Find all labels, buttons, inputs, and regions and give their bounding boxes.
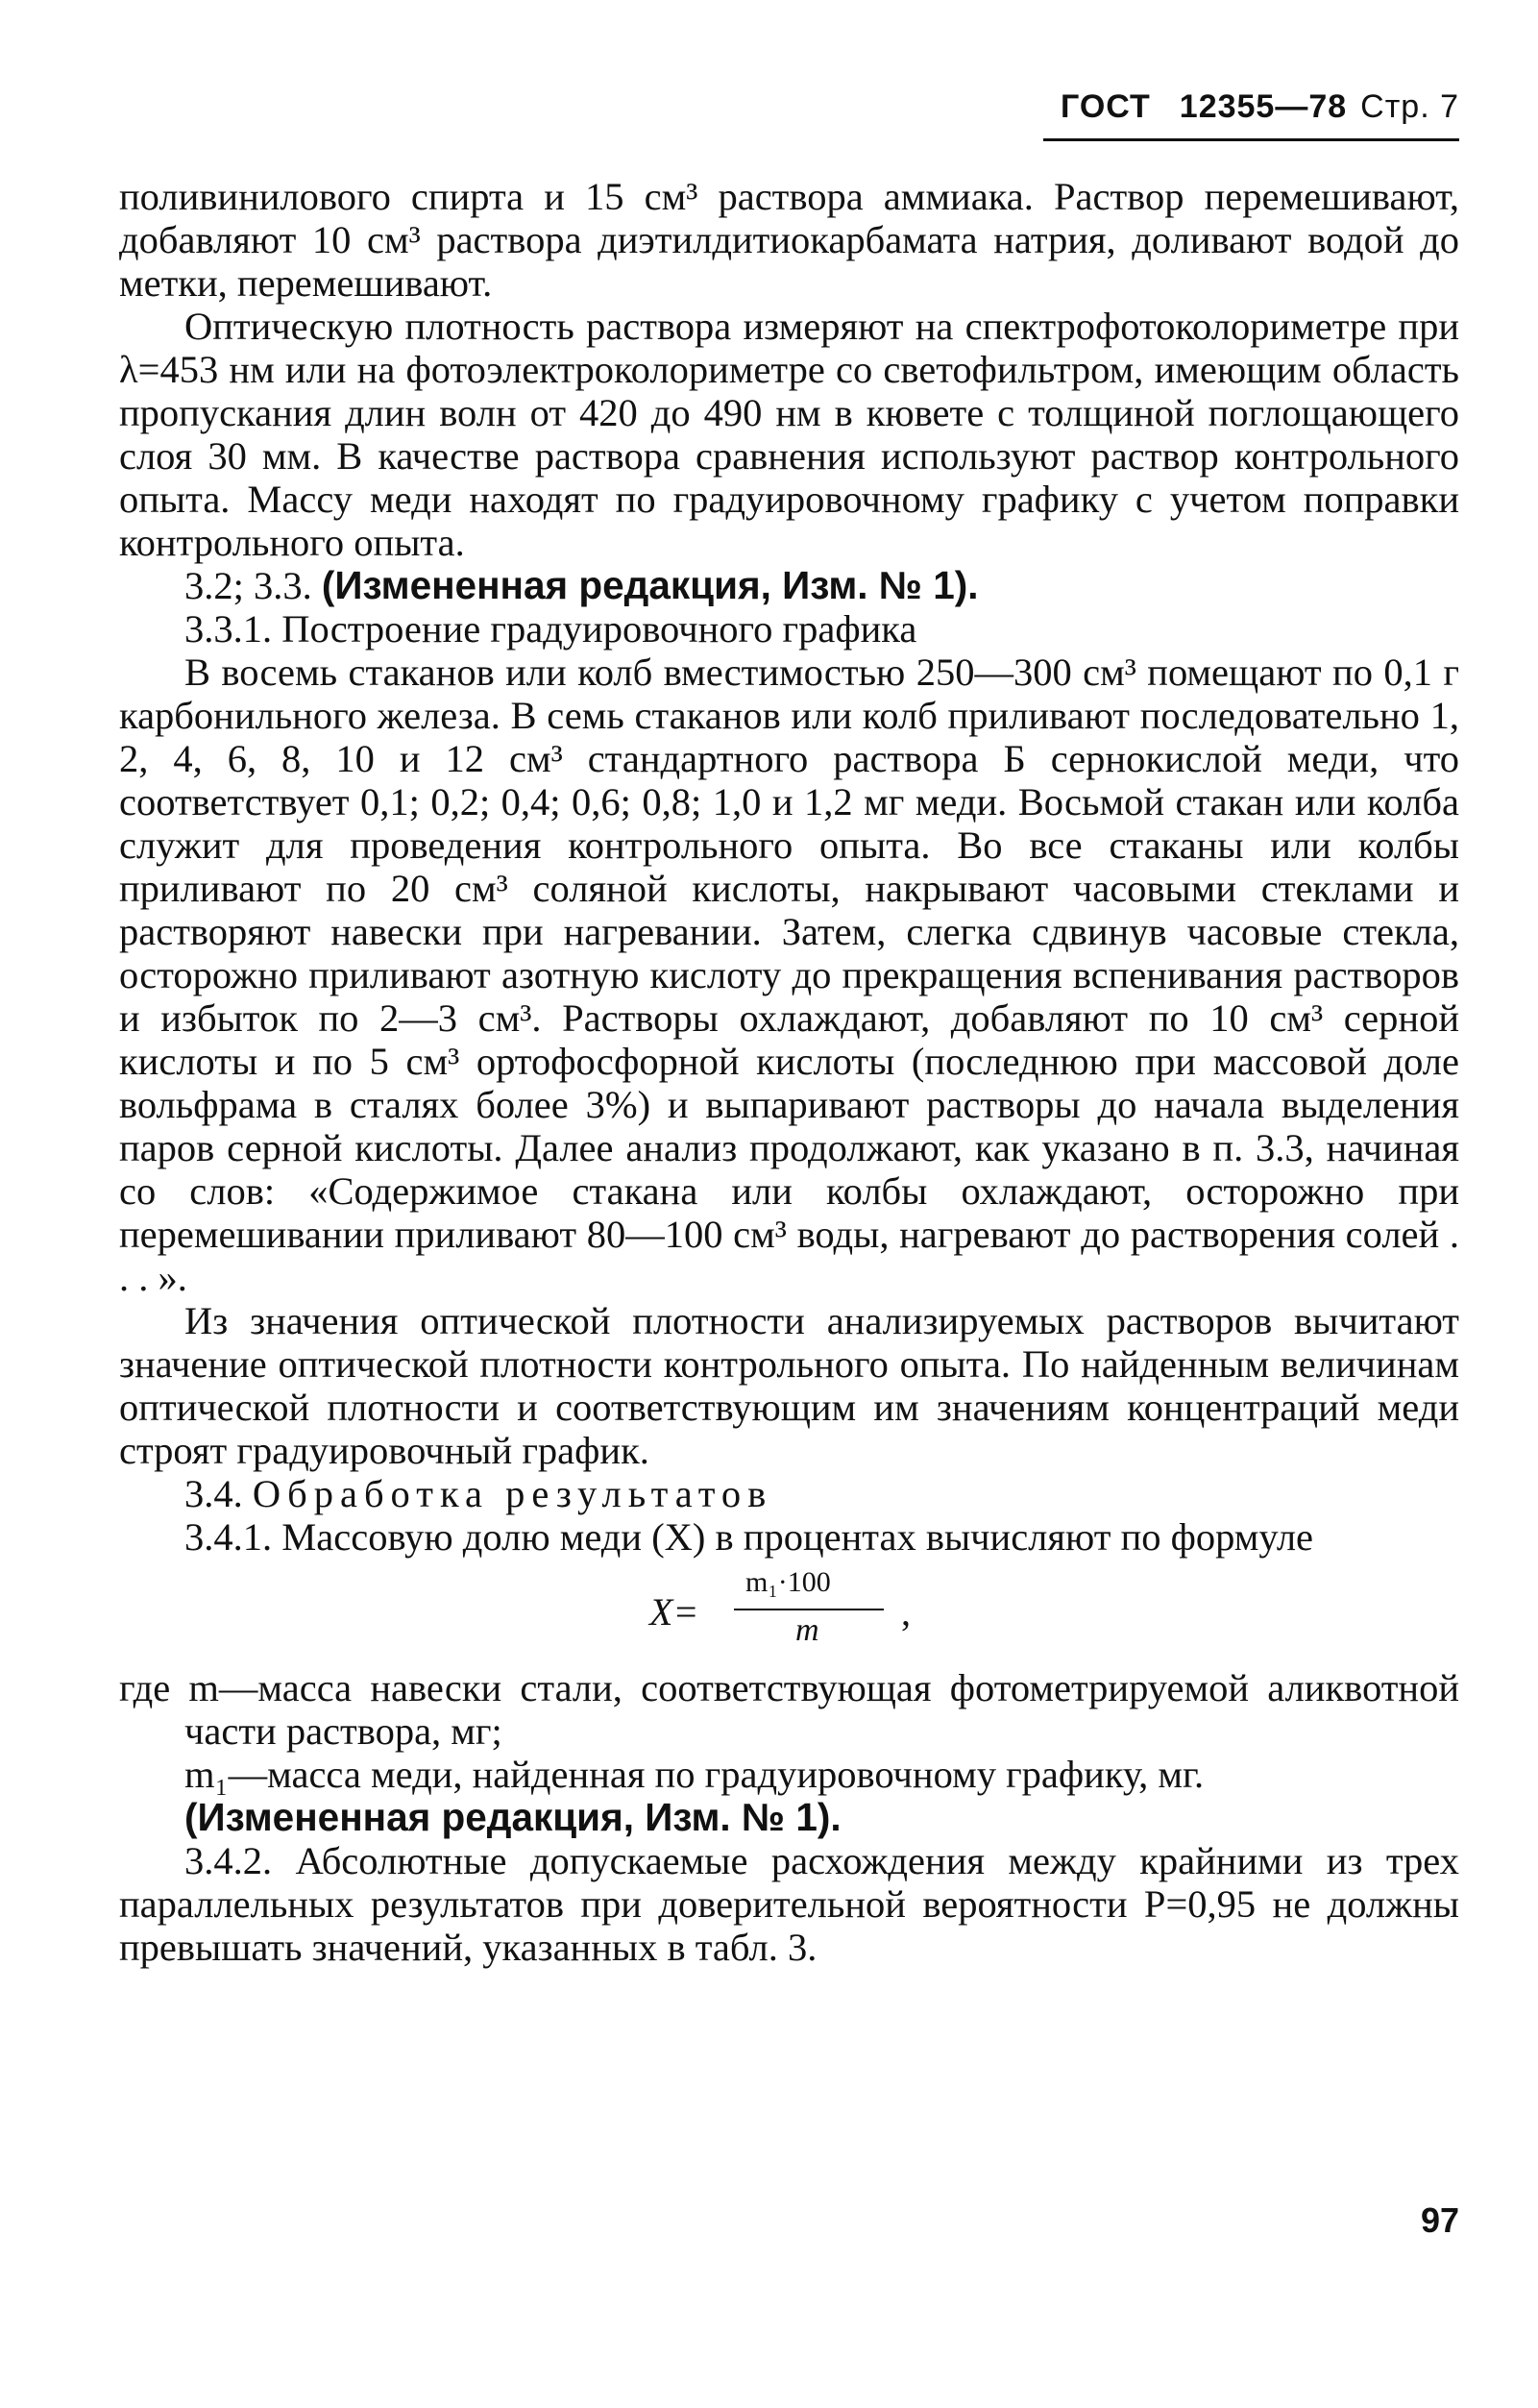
formula-denominator: m — [795, 1612, 819, 1648]
paragraph-subtract: Из значения оптической плотности анализируемых растворов вычитают значение оптической плотности контрольного опыта. По найденным величинам оптической плотности и соответствующим им значениям концентраций меди строят градуировочный график. — [119, 1299, 1459, 1472]
header-rule — [1043, 138, 1459, 141]
amendment-note: (Измененная редакция, Изм. № 1). — [321, 563, 979, 607]
paragraph-3-3-prefix: 3.2; 3.3. — [184, 564, 322, 607]
header-standard-label: ГОСТ — [1061, 88, 1151, 125]
page-number: 97 — [1420, 2200, 1459, 2240]
where-m1-definition: m₁—масса меди, найденная по градуировочному графику, мг. — [184, 1753, 1205, 1796]
paragraph-3-3-1: 3.3.1. Построение градуировочного графика — [184, 607, 917, 651]
section-3-4-heading — [119, 1472, 1459, 1515]
formula-comma: , — [901, 1590, 911, 1634]
formula-lhs: X= — [649, 1590, 699, 1634]
formula-numerator: m₁·100 — [745, 1566, 831, 1598]
formula-fraction-bar — [734, 1609, 884, 1610]
paragraph-continuation: поливинилового спирта и 15 см³ раствора аммиака. Раствор перемешивают, добавляют 10 см³ раствора диэтилдитиокарбамата натрия, доливают водой до метки, перемешивают. — [119, 175, 1459, 305]
where-m-definition: где m—масса навески стали, соответствующая фотометрируемой аликвотной части раствора, мг; — [119, 1666, 1459, 1753]
page-header — [1061, 88, 1459, 126]
section-3-4-title: Обработка результатов — [252, 1472, 773, 1515]
section-3-4-number: 3.4. — [184, 1472, 253, 1515]
paragraph-3-3 — [119, 564, 1459, 607]
header-standard-number: 12355—78 — [1179, 88, 1348, 125]
paragraph-calibration: В восемь стаканов или колб вместимостью 250—300 см³ помещают по 0,1 г карбонильного железа. В семь стаканов или колб приливают последовательно 1, 2, 4, 6, 8, 10 и 12 см³ стандартного раствора Б сернокислой меди, что соответствует 0,1; 0,2; 0,4; 0,6; 0,8; 1,0 и 1,2 мг меди. Восьмой стакан или колба служит для проведения контрольного опыта. Во все стаканы или колбы приливают по 20 см³ соляной кислоты, накрывают часовыми стеклами и растворяют навески при нагревании. Затем, слегка сдвинув часовые стекла, осторожно приливают азотную кислоту до прекращения вспенивания растворов и избыток по 2—3 см³. Растворы охлаждают, добавляют по 10 см³ серной кислоты и по 5 см³ ортофосфорной кислоты (последнюю при массовой доле вольфрама в сталях более 3%) и выпаривают растворы до начала выделения паров серной кислоты. Далее анализ продолжают, как указано в п. 3.3, начиная со слов: «Содержимое стакана или колбы охлаждают, осторожно при перемешивании приливают 80—100 см³ воды, нагревают до растворения солей . . . ». — [119, 651, 1459, 1299]
mass-fraction-formula — [649, 1566, 995, 1653]
paragraph-3-4-1: 3.4.1. Массовую долю меди (X) в процентах вычисляют по формуле — [184, 1515, 1314, 1559]
body-text — [119, 175, 1459, 1969]
paragraph-optical-density: Оптическую плотность раствора измеряют на спектрофотоколориметре при λ=453 нм или на фотоэлектроколориметре со светофильтром, имеющим область пропускания длин волн от 420 до 490 нм в кювете с толщиной поглощающего слоя 30 мм. В качестве раствора сравнения используют раствор контрольного опыта. Массу меди находят по градуировочному графику с учетом поправки контрольного опыта. — [119, 305, 1459, 564]
paragraph-3-4-2: 3.4.2. Абсолютные допускаемые расхождения между крайними из трех параллельных результатов при доверительной вероятности P=0,95 не должны превышать значений, указанных в табл. 3. — [119, 1839, 1459, 1969]
amendment-note-2: (Измененная редакция, Изм. № 1). — [184, 1795, 842, 1839]
header-page-label: Стр. 7 — [1360, 88, 1459, 125]
